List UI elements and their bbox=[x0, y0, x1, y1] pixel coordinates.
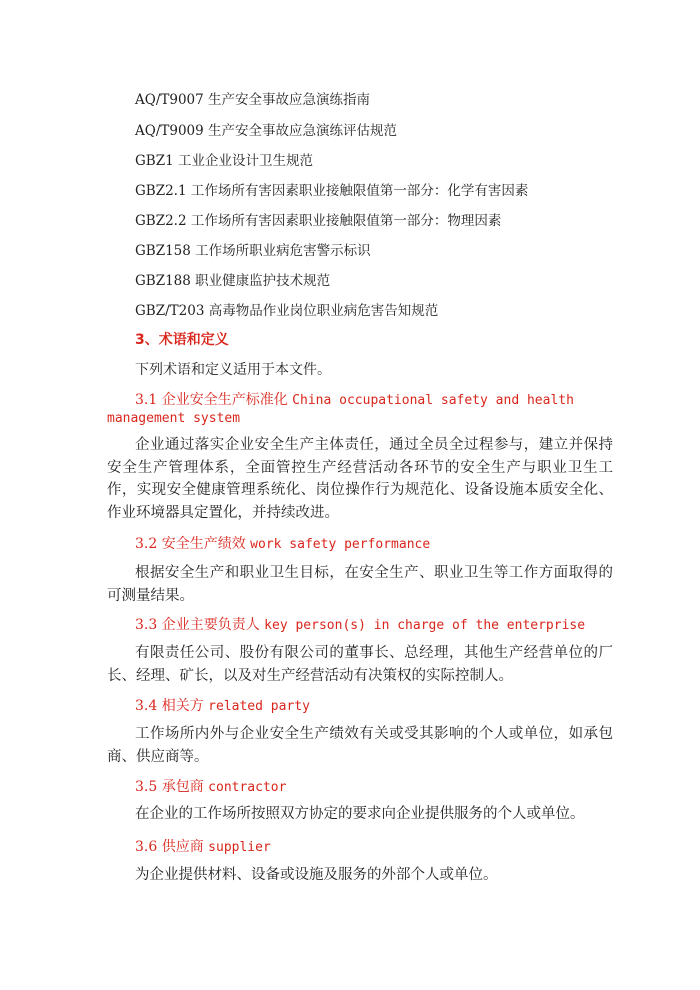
term-cn: 企业安全生产标准化 bbox=[161, 392, 288, 408]
term-number: 3.2 bbox=[135, 536, 158, 552]
term-title-continued bbox=[107, 410, 240, 426]
section-intro: 下列术语和定义适用于本文件。 bbox=[135, 362, 331, 378]
term-number: 3.3 bbox=[135, 617, 158, 633]
term-title bbox=[135, 776, 286, 796]
term-title bbox=[135, 614, 585, 634]
term-en: key person(s) in charge of the enterprise bbox=[264, 618, 586, 633]
term-number: 3.6 bbox=[135, 839, 158, 855]
term-en: contractor bbox=[208, 780, 287, 795]
term-cn: 承包商 bbox=[161, 779, 204, 795]
term-cn: 供应商 bbox=[161, 839, 204, 855]
term-title bbox=[135, 533, 430, 553]
reference-item: GBZ2.1 工作场所有害因素职业接触限值第一部分：化学有害因素 bbox=[135, 183, 529, 199]
term-en: China occupational safety and health bbox=[292, 393, 574, 408]
term-cn: 相关方 bbox=[161, 698, 204, 714]
term-definition: 企业通过落实企业安全生产主体责任，通过全员全过程参与，建立并保持安全生产管理体系，全面管控生产经营活动各环节的安全生产与职业卫生工作，实现安全健康管理系统化、岗位操作行为规范化、设备设施本质安全化、作业环境器具定置化，并持续改进。 bbox=[107, 437, 613, 521]
reference-item: GBZ158 工作场所职业病危害警示标识 bbox=[135, 243, 371, 259]
term-number: 3.4 bbox=[135, 698, 158, 714]
term-title bbox=[135, 389, 574, 409]
reference-item: GBZ188 职业健康监护技术规范 bbox=[135, 273, 331, 289]
term-definition: 工作场所内外与企业安全生产绩效有关或受其影响的个人或单位，如承包商、供应商等。 bbox=[107, 726, 613, 765]
reference-item: GBZ2.2 工作场所有害因素职业接触限值第一部分：物理因素 bbox=[135, 213, 502, 229]
term-number: 3.5 bbox=[135, 779, 158, 795]
term-definition: 根据安全生产和职业卫生目标，在安全生产、职业卫生等工作方面取得的可测量结果。 bbox=[107, 565, 613, 604]
term-en-continued: management system bbox=[107, 411, 241, 426]
reference-item: AQ/T9009 生产安全事故应急演练评估规范 bbox=[135, 123, 398, 139]
term-cn: 企业主要负责人 bbox=[161, 617, 260, 633]
reference-item: AQ/T9007 生产安全事故应急演练指南 bbox=[135, 92, 371, 108]
term-en: supplier bbox=[208, 840, 271, 855]
term-title bbox=[135, 836, 271, 856]
term-title bbox=[135, 695, 310, 715]
term-number: 3.1 bbox=[135, 392, 158, 408]
reference-item: GBZ1 工业企业设计卫生规范 bbox=[135, 153, 313, 169]
term-cn: 安全生产绩效 bbox=[161, 536, 246, 552]
term-en: work safety performance bbox=[250, 537, 431, 552]
reference-item: GBZ/T203 高毒物品作业岗位职业病危害告知规范 bbox=[135, 303, 439, 319]
section-heading: 3、术语和定义 bbox=[135, 332, 229, 348]
term-definition: 有限责任公司、股份有限公司的董事长、总经理，其他生产经营单位的厂长、经理、矿长，以及对生产经营活动有决策权的实际控制人。 bbox=[107, 645, 613, 684]
term-definition: 为企业提供材料、设备或设施及服务的外部个人或单位。 bbox=[135, 867, 498, 883]
term-definition: 在企业的工作场所按照双方协定的要求向企业提供服务的个人或单位。 bbox=[135, 806, 585, 822]
term-en: related party bbox=[208, 699, 310, 714]
